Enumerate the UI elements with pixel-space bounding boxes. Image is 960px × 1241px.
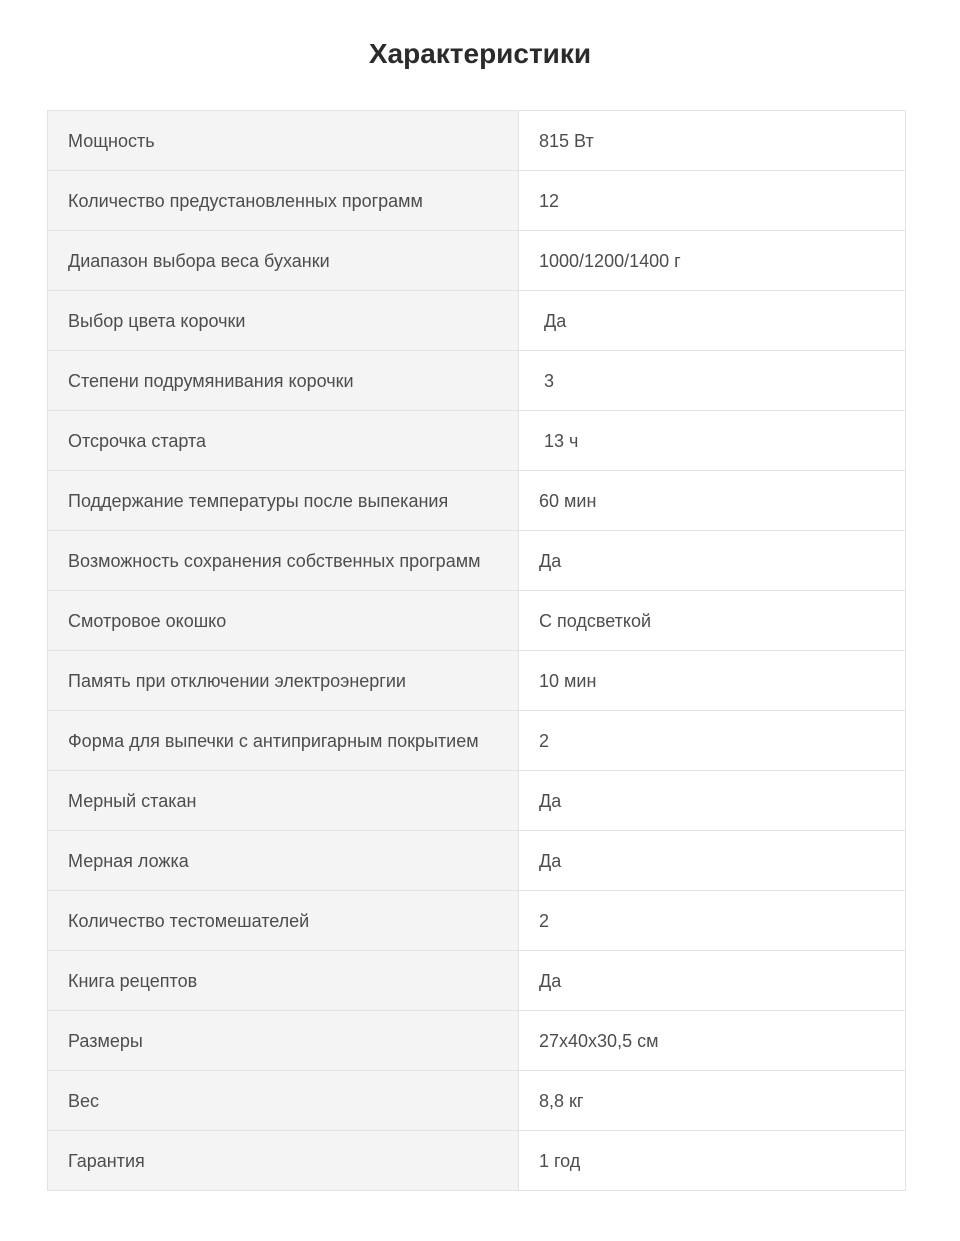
table-row <box>48 831 906 891</box>
spec-value: Да <box>519 951 906 1011</box>
table-row <box>48 291 906 351</box>
spec-value: 2 <box>519 711 906 771</box>
table-row <box>48 1071 906 1131</box>
table-row <box>48 531 906 591</box>
spec-value: 10 мин <box>519 651 906 711</box>
spec-value: 8,8 кг <box>519 1071 906 1131</box>
table-row <box>48 951 906 1011</box>
spec-value: Да <box>519 291 906 351</box>
spec-value: Да <box>519 531 906 591</box>
spec-value: Да <box>519 771 906 831</box>
specs-table <box>47 110 906 1191</box>
spec-value: 12 <box>519 171 906 231</box>
spec-value: 2 <box>519 891 906 951</box>
spec-name: Книга рецептов <box>48 951 519 1011</box>
spec-value: Да <box>519 831 906 891</box>
table-row <box>48 591 906 651</box>
table-row <box>48 891 906 951</box>
spec-name: Вес <box>48 1071 519 1131</box>
spec-name: Степени подрумянивания корочки <box>48 351 519 411</box>
table-row <box>48 651 906 711</box>
spec-value: 60 мин <box>519 471 906 531</box>
table-row <box>48 471 906 531</box>
spec-name: Гарантия <box>48 1131 519 1191</box>
spec-value: 1 год <box>519 1131 906 1191</box>
spec-value: С подсветкой <box>519 591 906 651</box>
table-row <box>48 1011 906 1071</box>
table-row <box>48 351 906 411</box>
spec-name: Количество тестомешателей <box>48 891 519 951</box>
spec-name: Поддержание температуры после выпекания <box>48 471 519 531</box>
spec-name: Смотровое окошко <box>48 591 519 651</box>
spec-name: Память при отключении электроэнергии <box>48 651 519 711</box>
table-row <box>48 111 906 171</box>
table-row <box>48 1131 906 1191</box>
spec-name: Выбор цвета корочки <box>48 291 519 351</box>
spec-name: Диапазон выбора веса буханки <box>48 231 519 291</box>
spec-value: 1000/1200/1400 г <box>519 231 906 291</box>
table-row <box>48 411 906 471</box>
table-row <box>48 171 906 231</box>
table-row <box>48 231 906 291</box>
spec-name: Отсрочка старта <box>48 411 519 471</box>
spec-name: Количество предустановленных программ <box>48 171 519 231</box>
spec-value: 815 Вт <box>519 111 906 171</box>
table-row <box>48 711 906 771</box>
spec-name: Форма для выпечки с антипригарным покрытием <box>48 711 519 771</box>
spec-value: 3 <box>519 351 906 411</box>
spec-name: Размеры <box>48 1011 519 1071</box>
spec-name: Мерная ложка <box>48 831 519 891</box>
spec-value: 13 ч <box>519 411 906 471</box>
spec-name: Мощность <box>48 111 519 171</box>
spec-name: Мерный стакан <box>48 771 519 831</box>
spec-name: Возможность сохранения собственных программ <box>48 531 519 591</box>
page-title: Характеристики <box>368 38 592 69</box>
spec-value: 27x40x30,5 см <box>519 1011 906 1071</box>
table-row <box>48 771 906 831</box>
